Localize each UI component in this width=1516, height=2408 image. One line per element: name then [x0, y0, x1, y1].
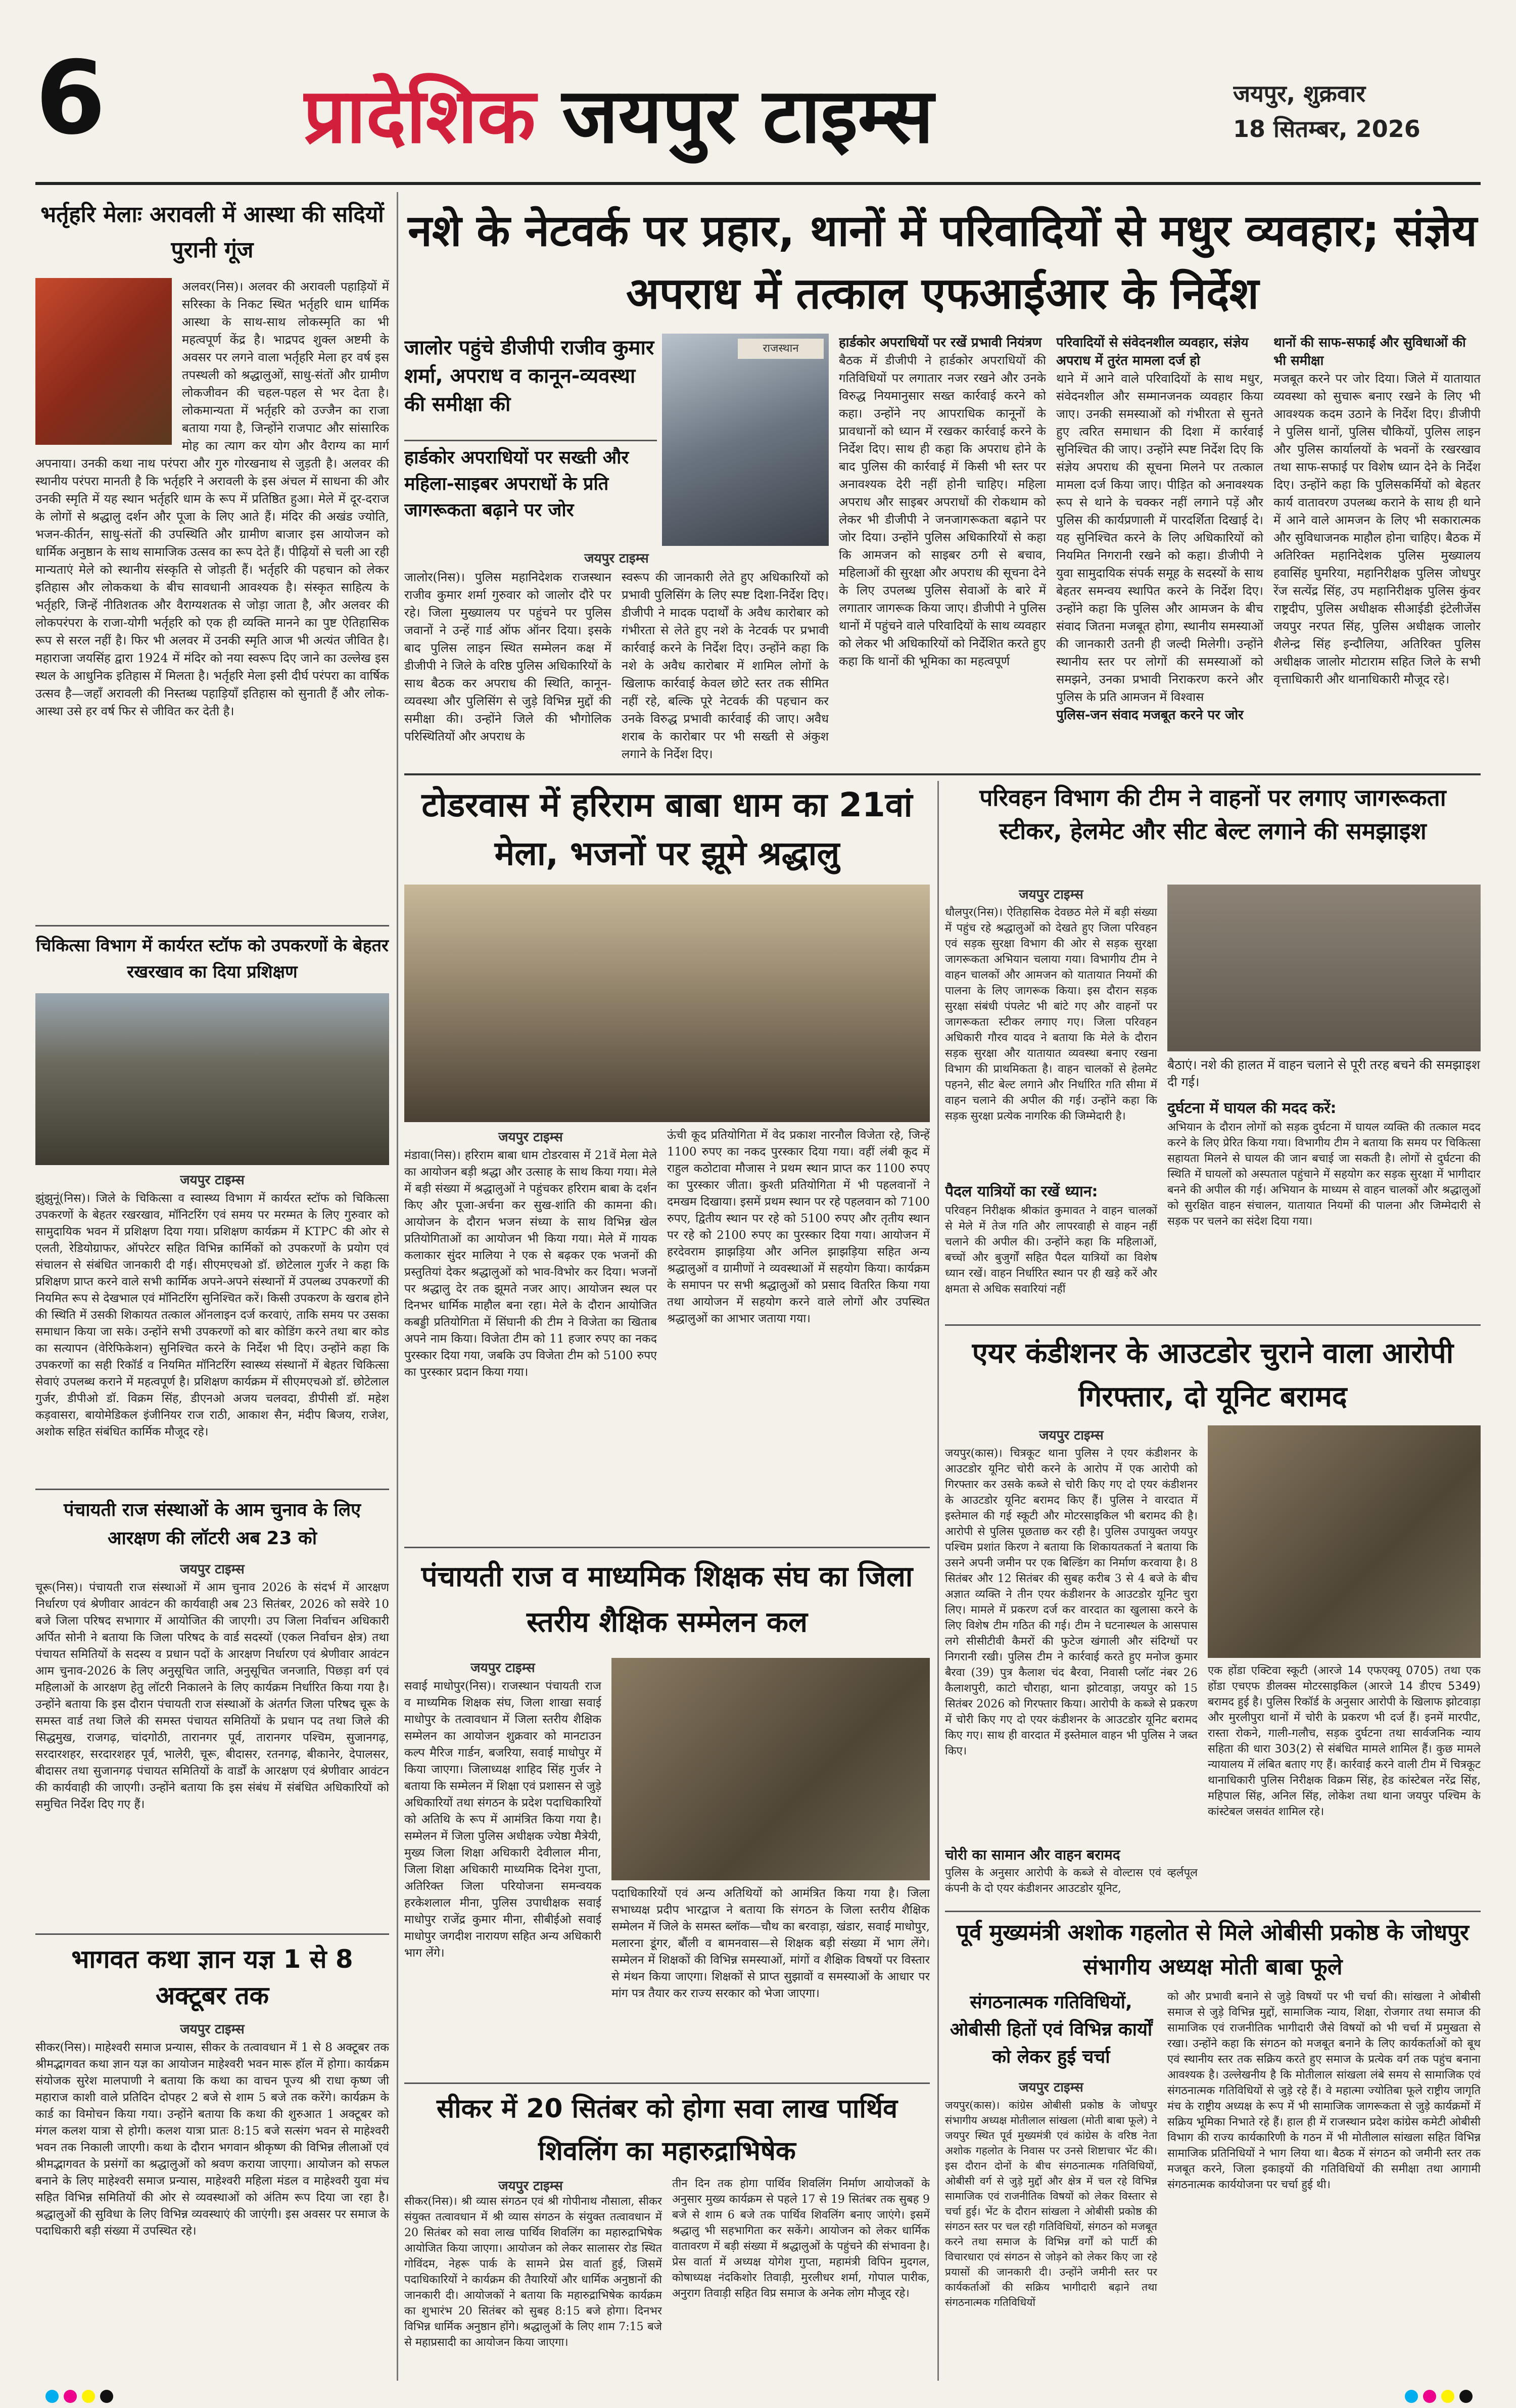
center3-byline: जयपुर टाइम्स — [498, 2179, 563, 2194]
lead-col3-wrap — [839, 334, 1046, 768]
right1-body3: अभियान के दौरान लोगों को सड़क दुर्घटना में घायल व्यक्ति की तत्काल मदद करने के लिए प्रेरित किया गया। विभागीय टीम ने बताया कि समय पर चिकित्सा सहायता मिलने से घायल की जान बचाई जा सकती है। लोगों से दुर्घटना की स्थिति में घायलों को अस्पताल पहुंचाने में सहयोग कर सड़क सुरक्षा में भागीदार बनने की अपील की गई। अभियान के माध्यम से वाहन चालकों और श्रद्धालुओं को सुरक्षित वाहन संचालन, यातायात नियमों की पालना और जिम्मेदारी से सड़क पर चलने का संदेश दिया गया। — [1167, 1121, 1481, 1228]
right3-deck: संगठनात्मक गतिविधियों, ओबीसी हितों एवं विभिन्न कार्यों को लेकर हुई चर्चा — [950, 1992, 1153, 2067]
lead-sub2: परिवादियों से संवेदनशील व्यवहार, संज्ञेय अपराध में तुरंत मामला दर्ज हो — [1056, 335, 1249, 368]
lead-col4: थाने में आने वाले परिवादियों के साथ मधुर, संवेदनशील और सम्मानजनक व्यवहार किया जाए। उनकी समस्याओं को गंभीरता से सुनते हुए त्वरित समाधान की दिशा में कार्रवाई सुनिश्चित की जाए। उन्होंने स्पष्ट निर्देश दिए कि संज्ञेय अपराध की सूचना मिलने पर तत्काल मामला दर्ज किया जाए। पीड़ित को अनावश्यक रूप से थाने के चक्कर नहीं लगाने पड़ें और पुलिस की कार्यप्रणाली में पारदर्शिता दिखाई दे। यह सुनिश्चित करने के लिए अधिकारियों को नियमित निगरानी रखने को कहा। डीजीपी ने युवा सामुदायिक संपर्क समूह के सदस्यों के साथ बेहतर समन्वय स्थापित करने के निर्देश दिए। उन्होंने कहा कि पुलिस और आमजन के बीच संवाद जितना मजबूत होगा, स्थानीय समस्याओं की जानकारी उतनी ही जल्दी मिलेगी। उन्होंने स्थानीय स्तर पर लोगों की समस्याओं को समझने, उनका प्रभावी निराकरण करने और पुलिस के प्रति आमजन में विश्वास — [1056, 372, 1263, 704]
right3-headline: पूर्व मुख्यमंत्री अशोक गहलोत से मिले ओबीसी प्रकोष्ठ के जोधपुर संभागीय अध्यक्ष मोती बाबा फूले — [956, 1920, 1470, 1980]
right2-byline: जयपुर टाइम्स — [1039, 1428, 1104, 1443]
center1-headline: टोडरवास में हरिराम बाबा धाम का 21वां मेला, भजनों पर झूमे श्रद्धालु — [421, 785, 913, 873]
divider — [35, 1489, 389, 1490]
left4-body: सीकर(निस)। माहेश्वरी समाज प्रन्यास, सीकर के तत्वावधान में 1 से 8 अक्टूबर तक श्रीमद्भागवत कथा ज्ञान यज्ञ का आयोजन माहेश्वरी भवन मारू हॉल में होगा। कार्यक्रम संयोजक सुरेश मालपाणी ने बताया कि कथा का वाचन पूज्य श्री राधा कृष्ण जी महाराज काशी वाले प्रतिदिन दोपहर 2 बजे से शाम 5 बजे तक करेंगे। कार्यक्रम के कार्ड का विमोचन किया गया। उन्होंने बताया कि कथा की शुरुआत 1 अक्टूबर को मंगल कलश यात्रा से होगी। कलश यात्रा प्रातः 8:15 बजे सत्संग भवन से माहेश्वरी भवन तक निकाली जाएगी। कथा के दौरान भगवान श्रीकृष्ण की विभिन्न लीलाओं एवं श्रीमद्भागवत के प्रसंगों का श्रद्धालुओं को श्रवण कराया जाएगा। आयोजन को सफल बनाने के लिए माहेश्वरी समाज प्रन्यास, माहेश्वरी महिला मंडल व माहेश्वरी युवा मंच सहित विभिन्न समितियों की ओर से व्यवस्थाओं को अंतिम रूप दिया जा रहा है। श्रद्धालुओं की सुविधा के लिए विभिन्न व्यवस्थाएं की जाएंगी। इस अवसर पर समाज के पदाधिकारी बड़ी संख्या में उपस्थित रहे। — [35, 2041, 389, 2238]
center2-byline: जयपुर टाइम्स — [470, 1660, 535, 1676]
divider — [945, 1911, 1481, 1912]
center2-col2: पदाधिकारियों एवं अन्य अतिथियों को आमंत्रित किया गया है। जिला सभाध्यक्ष प्रदीप भारद्वाज ने बताया कि संगठन के जिला स्तरीय शैक्षिक सम्मेलन में जिले के समस्त ब्लॉक—चौथ का बरवाड़ा, खंडार, सवाई माधोपुर, मलारना डूंगर, बौंली व बामनवास—से शिक्षक बड़ी संख्या में भाग लेंगे। सम्मेलन में शिक्षकों की विभिन्न समस्याओं, मांगों व शैक्षिक विषयों पर विस्तार से मंथन किया जाएगा। शिक्षकों से प्राप्त सुझावों व समस्याओं के आधार पर मांग पत्र तैयार कर राज्य सरकार को भेजा जाएगा। — [611, 1887, 930, 2000]
lead-col5-wrap — [1273, 334, 1481, 768]
divider — [35, 925, 389, 927]
center3-col1: सीकर(निस)। श्री व्यास संगठन एवं श्री गोपीनाथ नौसाला, सीकर संयुक्त तत्वावधान में श्री व्यास संगठन के संयुक्त तत्वावधान में 20 सितंबर को सवा लाख पार्थिव शिवलिंग का महारुद्राभिषेक आयोजित किया जाएगा। आयोजन को लेकर सालासर रोड स्थित गोविंदम, नेहरू पार्क के सामने प्रेस वार्ता हुई, जिसमें पदाधिकारियों ने कार्यक्रम की तैयारियों और धार्मिक अनुष्ठानों की जानकारी दी। आयोजकों ने बताया कि महारुद्राभिषेक कार्यक्रम का शुभारंभ 20 सितंबर को सुबह 8:15 बजे होगा। दिनभर विभिन्न धार्मिक अनुष्ठान होंगे। श्रद्धालुओं के लिए शाम 7:15 बजे से महाप्रसादी का आयोजन किया जाएगा। — [404, 2195, 662, 2349]
right2-body: जयपुर(कास)। चित्रकूट थाना पुलिस ने एयर कंडीशनर के आउटडोर यूनिट चोरी करने के आरोप में एक आरोपी को गिरफ्तार कर उसके कब्जे से चोरी किए गए दो एयर कंडीशनर के आउटडोर यूनिट बरामद किए हैं। पुलिस ने वारदात में इस्तेमाल की गई स्कूटी और मोटरसाइकिल भी बरामद की है। आरोपी से पुलिस पूछताछ कर रही है। पुलिस उपायुक्त जयपुर पश्चिम प्रशांत किरण ने बताया कि शिकायतकर्ता ने बताया कि उसने अपनी जमीन पर एक बिल्डिंग का निर्माण करवाया है। 8 सितंबर और 12 सितंबर की सुबह करीब 3 से 4 बजे के बीच अज्ञात व्यक्ति ने तीन एयर कंडीशनर के आउटडोर यूनिट चुरा लिए। मामले में प्रकरण दर्ज कर वारदात का खुलासा करने के लिए विशेष टीम गठित की गई। टीम ने घटनास्थल के आसपास लगे सीसीटीवी कैमरों की फुटेज खंगाली और संदिग्धों पर निगरानी रखी। पुलिस टीम ने कार्रवाई करते हुए मनोज कुमार बैरवा (39) पुत्र कैलाश चंद बैरवा, निवासी प्लॉट नंबर 26 कैलाशपुरी, काटो चौराहा, थाना झोटवाड़ा, जयपुर को 15 सितंबर 2026 को गिरफ्तार किया। आरोपी के कब्जे से प्रकरण में चोरी किए गए दो एयर कंडीशनर के आउटडोर यूनिट बरामद किए गए। साथ ही वारदात में इस्तेमाल वाहन भी पुलिस ने जब्त किए। — [945, 1447, 1198, 1757]
left4-headline: भागवत कथा ज्ञान यज्ञ 1 से 8 अक्टूबर तक — [71, 1944, 353, 2010]
right1-byline: जयपुर टाइम्स — [1019, 887, 1083, 902]
center3-headline: सीकर में 20 सितंबर को होगा सवा लाख पार्थिव शिवलिंग का महारुद्राभिषेक — [437, 2094, 897, 2166]
left4-byline: जयपुर टाइम्स — [180, 2022, 245, 2037]
lead-photo-badge: राजस्थान — [738, 339, 824, 359]
divider — [35, 1933, 389, 1935]
lead-col5: मजबूत करने पर जोर दिया। जिले में यातायात व्यवस्था को सुचारू बनाए रखने के लिए भी आवश्यक कदम उठाने के निर्देश दिए। डीजीपी ने पुलिस थानों, पुलिस चौकियों, पुलिस लाइन और पुलिस कार्यालयों के भवनों के रखरखाव तथा साफ-सफाई पर विशेष ध्यान देने के निर्देश दिए। उन्होंने कहा कि पुलिसकर्मियों को बेहतर कार्य वातावरण उपलब्ध कराने के साथ ही थाने में आने वाले आमजन के लिए भी सकारात्मक और सुविधाजनक माहौल होना चाहिए। बैठक में अतिरिक्त महानिदेशक पुलिस मुख्यालय हवासिंह घुमरिया, महानिरीक्षक पुलिस जोधपुर रेंज सत्येंद्र सिंह, उप महानिरीक्षक पुलिस कुंवर राष्ट्रदीप, पुलिस अधीक्षक सीआईडी इंटेलीजेंस जयपुर नरपत सिंह, पुलिस अधीक्षक जालोर शैलेन्द्र सिंह इन्दौलिया, अतिरिक्त पुलिस अधीक्षक जालोर मोटाराम सहित जिले के सभी वृत्ताधिकारी और थानाधिकारी मौजूद रहे। — [1273, 372, 1481, 686]
lead-byline: जयपुर टाइम्स — [584, 551, 649, 566]
right2-body2: पुलिस के अनुसार आरोपी के कब्जे से वोल्टास एवं व्हर्लपूल कंपनी के दो एयर कंडीशनर आउटडोर यूनिट, — [945, 1867, 1198, 1895]
right2-photo-accused — [1208, 1425, 1481, 1658]
left2-body: झुंझुनूं(निस)। जिले के चिकित्सा व स्वास्थ्य विभाग में कार्यरत स्टॉफ को चिकित्सा उपकरणों के बेहतर रखरखाव, मॉनिटरिंग एवं समय पर मरम्मत के लिए गुरुवार को सामुदायिक भवन में प्रशिक्षण दिया गया। प्रशिक्षण कार्यक्रम में KTPC की ओर से एलती, रेडियोग्राफर, ऑपरेटर सहित विभिन्न कार्मिकों को उपकरणों के प्रयोग एवं संचालन से संबंधित जानकारी दी गई। सीएमएचओ डॉ. छोटेलाल गुर्जर ने कहा कि प्रशिक्षण प्राप्त करने वाले सभी कार्मिक अपने-अपने संस्थानों में उपलब्ध उपकरणों की नियमित रूप से देखभाल एवं मॉनिटरिंग सुनिश्चित करें। किसी उपकरण के खराब होने की स्थिति में उसकी शिकायत तत्काल ऑनलाइन दर्ज करवाएं, ताकि समय पर उसका समाधान किया जा सके। उन्होंने सभी उपकरणों को बार कोडिंग करने तथा बार कोड का सत्यापन (वेरिफिकेशन) सुनिश्चित करने के निर्देश भी दिए। उन्होंने कहा कि उपकरणों का सही रिकॉर्ड व नियमित मॉनिटरिंग स्वास्थ्य संस्थानों में बेहतर चिकित्सा सेवाएं उपलब्ध कराने में महत्वपूर्ण है। प्रशिक्षण कार्यक्रम में सीएमएचओ डॉ. छोटेलाल गुर्जर, डीपीओ डॉ. विक्रम सिंह, डीएनओ अजय चलवदा, डीपीसी डॉ. महेश कड़वासरा, बायोमेडिकल इंजीनियर राज राठी, आकाश सैन, मंदीप बिजय, राजेश, अशोक सहित संबंधित कार्मिक मौजूद रहे। — [35, 1192, 389, 1439]
lead-sub4: थानों की साफ-सफाई और सुविधाओं की भी समीक्षा — [1273, 335, 1466, 368]
center2-col1: सवाई माधोपुर(निस)। राजस्थान पंचायती राज व माध्यमिक शिक्षक संघ, जिला शाखा सवाई माधोपुर के तत्वावधान में जिला स्तरीय शैक्षिक सम्मेलन का आयोजन शुक्रवार को मानटाउन कल्प मैरिज गार्डन, बजरिया, सवाई माधोपुर में किया जाएगा। जिलाध्यक्ष शाहिद सिंह गुर्जर ने बताया कि सम्मेलन में शिक्षा एवं प्रशासन से जुड़े अधिकारियों तथा संगठन के प्रदेश पदाधिकारियों को अतिथि के रूप में आमंत्रित किया गया है। सम्मेलन में जिला पुलिस अधीक्षक ज्येष्ठा मैत्रेयी, मुख्य जिला शिक्षा अधिकारी देवीलाल मीना, जिला शिक्षा अधिकारी माध्यमिक दिनेश गुप्ता, अतिरिक्त जिला परियोजना समन्वयक हरकेशलाल मीना, पुलिस उपाधीक्षक सवाई माधोपुर राजेंद्र कुमार मीना, सीबीईओ सवाई माधोपुर जगदीश नारायण सहित अन्य अधिकारी भाग लेंगे। — [404, 1680, 601, 1960]
lead-col2: स्वरूप की जानकारी लेते हुए अधिकारियों को प्रभावी पुलिसिंग के लिए स्पष्ट दिशा-निर्देश दिए। डीजीपी ने मादक पदार्थों के अवैध कारोबार को गंभीरता से लेते हुए नशे के नेटवर्क पर प्रभावी कार्रवाई करने के निर्देश दिए। उन्होंने कहा कि नशे के अवैध कारोबार में शामिल लोगों के खिलाफ कार्रवाई केवल छोटे स्तर तक सीमित नहीं रहे, बल्कि पूरे नेटवर्क की पहचान कर उनके विरुद्ध प्रभावी कार्रवाई की जाए। अवैध शराब के कारोबार पर भी सख्ती से अंकुश लगाने के निर्देश दिए। — [622, 570, 829, 761]
divider — [404, 1547, 930, 1548]
lead-deck2: हार्डकोर अपराधियों पर सख्ती और महिला-साइबर अपराधों के प्रति जागरूकता बढ़ाने पर जोर — [404, 447, 629, 521]
left3-body: चूरू(निस)। पंचायती राज संस्थाओं में आम चुनाव 2026 के संदर्भ में आरक्षण निर्धारण एवं श्रेणीवार आवंटन की कार्यवाही अब 23 सितंबर, 2026 को सवेरे 10 बजे जिला परिषद सभागार में आयोजित की जाएगी। उप जिला निर्वाचन अधिकारी अर्पित सोनी ने बताया कि जिला परिषद के वार्ड सदस्यों (एकल निर्वाचन क्षेत्र) तथा पंचायत समितियों के सदस्य व प्रधान पदों के आरक्षण निर्धारण एवं श्रेणीवार आवंटन आम चुनाव-2026 के लिए अनुसूचित जाति, अनुसूचित जनजाति, पिछड़ा वर्ग एवं महिलाओं के आरक्षण हेतु लॉटरी निकालने के लिए कार्यक्रम निर्धारित किया गया है। उन्होंने बताया कि इस दौरान पंचायती राज संस्थाओं के अंतर्गत जिला परिषद चूरू के समस्त वार्ड तथा जिले की समस्त पंचायत समितियों के प्रधान पद तथा जिले की सिद्धमुख, राजगढ़, चांदगोठी, तारानगर पूर्व, तारानगर पश्चिम, सुजानगढ़, सरदारशहर, सरदारशहर पूर्व, भालेरी, चूरू, बीदासर, रतनगढ़, बीकानेर, देपालसर, बीदासर तथा सुजानगढ़ पंचायत समितियों के वार्डों के आरक्षण एवं श्रेणीवार आवंटन की कार्यवाही की जाएगी। उन्होंने बताया कि इस संबंध में संबंधित अधिकारियों को समुचित निर्देश दिए गए हैं। — [35, 1581, 389, 1811]
right1-sub2: दुर्घटना में घायल की मदद करें: — [1167, 1099, 1337, 1117]
paper-name: जयपुर टाइम्स — [562, 72, 934, 160]
left3-headline: पंचायती राज संस्थाओं के आम चुनाव के लिए आरक्षण की लॉटरी अब 23 को — [63, 1500, 361, 1549]
right3-col2: को और प्रभावी बनाने से जुड़े विषयों पर भी चर्चा की। सांखला ने ओबीसी समाज से जुड़े विभिन्न मुद्दों, सामाजिक न्याय, शिक्षा, रोजगार तथा समाज की सामाजिक एवं राजनीतिक भागीदारी जैसे विषयों को भी चर्चा में प्रमुखता से रखा। उन्होंने कहा कि संगठन को मजबूत बनाने के लिए कार्यकर्ताओं को बूथ एवं स्थानीय स्तर तक सक्रिय करते हुए समाज के प्रत्येक वर्ग तक पहुंच बनाना आवश्यक है। उल्लेखनीय है कि मोतीलाल सांखला लंबे समय से सामाजिक एवं संगठनात्मक गतिविधियों से जुड़े रहे हैं। वे महात्मा ज्योतिबा फूले राष्ट्रीय जागृति मंच के राष्ट्रीय अध्यक्ष के रूप में भी सामाजिक जागरूकता से जुड़े कार्यक्रमों में सक्रिय भूमिका निभाते रहे हैं। हाल ही में राजस्थान प्रदेश कांग्रेस कमेटी ओबीसी विभाग की राज्य कार्यकारिणी के गठन में भी मोतीलाल सांखला सहित विभिन्न सामाजिक प्रतिनिधियों ने भाग लिया था। बैठक में संगठन को जमीनी स्तर तक मजबूत करने, जिला इकाइयों की गतिविधियों की समीक्षा तथा आगामी संगठनात्मक कार्ययोजना पर चर्चा हुई थी। — [1167, 1990, 1481, 2191]
left1-body: अलवर(निस)। अलवर की अरावली पहाड़ियों में सरिस्का के निकट स्थित भर्तृहरि धाम धार्मिक आस्था के साथ-साथ लोकस्मृति का भी महत्वपूर्ण केंद्र है। भाद्रपद शुक्ल अष्टमी के अवसर पर लगने वाला भर्तृहरि मेला हर वर्ष इस तपस्थली को श्रद्धालुओं, साधु-संतों और ग्रामीण लोकजीवन की चहल-पहल से भर देता है। लोकमान्यता में भर्तृहरि को उज्जैन का राजा बताया गया है, जिन्होंने राजपाट और सांसारिक मोह का त्याग कर योग और वैराग्य का मार्ग अपनाया। उनकी कथा नाथ परंपरा और गुरु गोरखनाथ से जुड़ती है। अलवर की स्थानीय परंपरा मानती है कि भर्तृहरि ने अरावली के इस अंचल में साधना की और उनकी स्मृति में यह स्थान भर्तृहरि धाम के रूप में प्रतिष्ठित हुआ। मेले में दूर-दराज के लोगों से श्रद्धालु दर्शन और पूजा के लिए आते हैं। मंदिर की अखंड ज्योति, भजन-कीर्तन, साधु-संतों की उपस्थिति और ग्रामीण बाजार इस आयोजन को धार्मिक अनुष्ठान के साथ सामाजिक उत्सव का रूप देते हैं। पीढ़ियों से चली आ रही मान्यताएं मेले को स्थानीय संस्कृति से जोड़ती हैं। भर्तृहरि की पहचान को लेकर इतिहास और लोककथा के बीच सावधानी आवश्यक है। संस्कृत साहित्य के भर्तृहरि, जिन्हें नीतिशतक और वैराग्यशतक से जोड़ा जाता है, और अलवर की लोकपरंपरा के राजा-योगी भर्तृहरि को एक ही व्यक्ति मानने का पुष्ट ऐतिहासिक रूप से सरल नहीं है। फिर भी अलवर में उनकी स्मृति आज भी अत्यंत जीवित है। महाराजा जयसिंह द्वारा 1924 में मंदिर को नया स्वरूप दिए जाने का उल्लेख इस स्थल के आधुनिक इतिहास में मिलता है। भर्तृहरि मेला इसी दीर्घ परंपरा का वार्षिक उत्सव है—जहाँ अरावली की निस्तब्ध पहाड़ियाँ इतिहास को सुनाती हैं और लोक-आस्था उसे हर वर्ष फिर से जीवित कर देती है। — [35, 280, 389, 718]
center1-photo — [404, 885, 930, 1122]
left1-headline: भर्तृहरि मेलाः अरावली में आस्था की सदियों पुरानी गूंज — [40, 202, 384, 263]
registration-mark — [1405, 2390, 1418, 2403]
center1-col1: मंडावा(निस)। हरिराम बाबा धाम टोडरवास में 21वें मेला मेले का आयोजन बड़ी श्रद्धा और उत्साह के साथ किया गया। मेले में बड़ी संख्या में श्रद्धालुओं ने पहुंचकर हरिराम बाबा के दर्शन किए और पूजा-अर्चना कर सुख-शांति की कामना की। आयोजन के दौरान भजन संध्या के साथ विभिन्न खेल प्रतियोगिताओं का आयोजन भी किया गया। मेले में गायक कलाकार सुंदर मालिया ने एक से बढ़कर एक भजनों की प्रस्तुतियां देकर श्रद्धालुओं को भाव-विभोर कर दिया। भजनों पर श्रद्धालु देर तक झूमते नजर आए। आयोजन स्थल पर दिनभर धार्मिक माहौल बना रहा। मेले के दौरान आयोजित कबड्डी प्रतियोगिता में सिंघानी की टीम ने विजेता का खिताब अपने नाम किया। विजेता टीम को 11 हजार रुपए का नकद पुरस्कार दिया गया, जबकि उप विजेता टीम को 5100 रुपए का पुरस्कार प्रदान किया गया। — [404, 1149, 657, 1379]
lead-photo-dgp — [662, 334, 829, 546]
registration-mark — [1423, 2390, 1436, 2403]
left2-byline: जयपुर टाइम्स — [180, 1173, 245, 1188]
right2-headline: एयर कंडीशनर के आउटडोर चुराने वाला आरोपी गिरफ्तार, दो यूनिट बरामद — [972, 1337, 1454, 1413]
divider — [404, 440, 657, 441]
right1-caption: बैठाएं। नशे की हालत में वाहन चलाने से पूरी तरह बचने की समझाइश दी गई। — [1167, 1057, 1480, 1089]
lead-col3: बैठक में डीजीपी ने हार्डकोर अपराधियों की गतिविधियों पर लगातार नजर रखने और उनके विरुद्ध नियमानुसार सख्त कार्रवाई करने को कहा। उन्होंने नए आपराधिक कानूनों के प्रावधानों को ध्यान में रखकर कार्रवाई करने के निर्देश दिए। साथ ही कहा कि अपराध होने के बाद पुलिस की कार्रवाई में किसी भी स्तर पर अनावश्यक देरी नहीं होनी चाहिए। महिला अपराध और साइबर अपराधों की रोकथाम को लेकर भी डीजीपी ने जनजागरूकता बढ़ाने पर जोर दिया। उन्होंने पुलिस अधिकारियों से कहा कि आमजन को साइबर ठगी से बचाव, महिलाओं की सुरक्षा और अपराध की सूचना देने के लिए उपलब्ध पुलिस सेवाओं के बारे में लगातार जागरूक किया जाए। डीजीपी ने पुलिस थानों में पहुंचने वाले परिवादियों के साथ व्यवहार को लेकर भी अधिकारियों को निर्देशित करते हुए कहा कि थानों की भूमिका का महत्वपूर्ण — [839, 353, 1046, 668]
column-divider — [937, 781, 939, 2381]
lead-headline: नशे के नेटवर्क पर प्रहार, थानों में परिवादियों से मधुर व्यवहार; संज्ञेय अपराध में तत्काल एफआईआर के निर्देश — [408, 206, 1477, 319]
left2-photo — [35, 993, 389, 1165]
lead-sub3: पुलिस-जन संवाद मजबूत करने पर जोर — [1056, 708, 1244, 723]
issue-date: 18 सितम्बर, 2026 — [1233, 115, 1420, 143]
lead-col4-wrap — [1056, 334, 1263, 768]
lead-sub1: हार्डकोर अपराधियों पर रखें प्रभावी नियंत्रण — [839, 335, 1042, 350]
right3-col1: जयपुर(कास)। कांग्रेस ओबीसी प्रकोष्ठ के जोधपुर संभागीय अध्यक्ष मोतीलाल सांखला (मोती बाबा फूले) ने जयपुर स्थित पूर्व मुख्यमंत्री एवं कांग्रेस के वरिष्ठ नेता अशोक गहलोत के निवास पर उनसे शिष्टाचार भेंट की। इस दौरान दोनों के बीच संगठनात्मक गतिविधियों, ओबीसी वर्ग से जुड़े मुद्दों और क्षेत्र में चल रहे विभिन्न सामाजिक एवं राजनीतिक विषयों को लेकर विस्तार से चर्चा हुई। भेंट के दौरान सांखला ने ओबीसी प्रकोष्ठ की संगठन स्तर पर चल रही गतिविधियों, संगठन को मजबूत करने तथा समाज के विभिन्न वर्गों को पार्टी की विचारधारा एवं संगठन से जोड़ने को लेकर किए जा रहे प्रयासों की जानकारी दी। उन्होंने जमीनी स्तर पर कार्यकर्ताओं की सक्रिय भागीदारी बढ़ाने तथा संगठनात्मक गतिविधियों — [945, 2099, 1157, 2308]
divider — [404, 2082, 930, 2084]
right3-byline: जयपुर टाइम्स — [1019, 2080, 1083, 2095]
divider — [945, 1324, 1481, 1326]
dateline — [1233, 76, 1486, 157]
lead-rule — [404, 773, 1481, 775]
right1-body: धौलपुर(निस)। ऐतिहासिक देवछठ मेले में बड़ी संख्या में पहुंच रहे श्रद्धालुओं को देखते हुए जिला परिवहन एवं सड़क सुरक्षा विभाग की ओर से सड़क सुरक्षा जागरूकता अभियान चलाया गया। विभागीय टीम ने वाहन चालकों और आमजन को यातायात नियमों की पालना के लिए जागरूक किया। इस दौरान सड़क सुरक्षा संबंधी पंपलेट भी बांटे गए और वाहनों पर जागरूकता स्टीकर लगाए गए। जिला परिवहन अधिकारी गौरव यादव ने बताया कि मेले के दौरान सड़क सुरक्षा और यातायात व्यवस्था बनाए रखना विभाग की प्राथमिकता है। वाहन चालकों से हेलमेट पहनने, सीट बेल्ट लगाने और निर्धारित गति सीमा में वाहन चलाने की अपील की गई। उन्होंने कहा कि सड़क सुरक्षा प्रत्येक नागरिक की जिम्मेदारी है। — [945, 906, 1157, 1123]
center1-col2: ऊंची कूद प्रतियोगिता में वेद प्रकाश नारनौल विजेता रहे, जिन्हें 1100 रुपए का नकद पुरस्कार दिया गया। वहीं लंबी कूद में राहुल कठोटावा मौजास ने प्रथम स्थान प्राप्त कर 1100 रुपए का पुरस्कार जीता। कुश्ती प्रतियोगिता में भी पहलवानों ने दमखम दिखाया। इसमें प्रथम स्थान पर रहे पहलवान को 7100 रुपए, द्वितीय स्थान पर रहे को 5100 रुपए और तृतीय स्थान पर रहे को 2100 रुपए का पुरस्कार दिया गया। आयोजन में हरदेवराम झाझड़िया और अनिल झाझड़िया सहित अन्य श्रद्धालुओं व ग्रामीणों ने व्यवस्थाओं में सहयोग किया। कार्यक्रम के समापन पर सभी श्रद्धालुओं को प्रसाद वितरित किया गया तथा आयोजन में सहयोग करने वाले लोगों और उपस्थित श्रद्धालुओं का आभार जताया गया। — [667, 1129, 930, 1325]
registration-mark — [1459, 2390, 1473, 2403]
page-number: 6 — [35, 40, 106, 157]
registration-mark — [100, 2390, 113, 2403]
column-divider — [397, 192, 398, 2381]
registration-mark — [1441, 2390, 1454, 2403]
center1-byline: जयपुर टाइम्स — [498, 1130, 563, 1145]
lead-col1: जालोर(निस)। पुलिस महानिदेशक राजस्थान राजीव कुमार शर्मा गुरुवार को जालोर दौरे पर रहे। जिला मुख्यालय पर पहुंचने पर पुलिस जवानों ने उन्हें गार्ड ऑफ ऑनर दिया। इसके बाद पुलिस लाइन स्थित सम्मेलन कक्ष में डीजीपी ने जिले के वरिष्ठ पुलिस अधिकारियों के साथ बैठक कर अपराध की स्थिति, कानून-व्यवस्था और पुलिसिंग से जुड़े विभिन्न मुद्दों की समीक्षा की। उन्होंने जिले की भौगोलिक परिस्थितियों और अपराध के — [404, 570, 611, 744]
right1-sub1: पैदल यात्रियों का रखें ध्यान: — [945, 1183, 1098, 1200]
right2-caption: एक होंडा एक्टिवा स्कूटी (आरजे 14 एफएक्यू 0705) तथा एक होंडा एचएफ डीलक्स मोटरसाइकिल (आरजे 14 डीएच 5349) बरामद हुई है। पुलिस रिकॉर्ड के अनुसार आरोपी के खिलाफ झोटवाड़ा और मुरलीपुरा थानों में चोरी के प्रकरण भी दर्ज हैं। इनमें मारपीट, रास्ता रोकने, गाली-गलौच, सड़क दुर्घटना तथा सार्वजनिक न्याय सहिता की धारा 303(2) से संबंधित मामले शामिल हैं। कुछ मामले न्यायालय में लंबित बताए गए हैं। कार्रवाई करने वाली टीम में चित्रकूट थानाधिकारी पुलिस निरीक्षक विक्रम सिंह, हेड कांस्टेबल नरेंद्र सिंह, महिपाल सिंह, अनिल सिंह, लोकेश तथा थाना जयपुर पश्चिम के कांस्टेबल जसवंत शामिल रहे। — [1208, 1664, 1481, 1818]
left-column — [35, 192, 389, 2381]
right2-sub1: चोरी का सामान और वाहन बरामद — [945, 1846, 1120, 1863]
section-name: प्रादेशिक — [303, 72, 536, 160]
center2-headline: पंचायती राज व माध्यमिक शिक्षक संघ का जिला स्तरीय शैक्षिक सम्मेलन कल — [421, 1560, 913, 1639]
city-day: जयपुर, शुक्रवार — [1233, 80, 1366, 107]
registration-mark — [82, 2390, 95, 2403]
header-rule — [35, 182, 1481, 185]
registration-mark — [64, 2390, 77, 2403]
right1-photo — [1167, 885, 1481, 1051]
registration-mark — [45, 2390, 59, 2403]
masthead — [303, 56, 1213, 177]
left2-headline: चिकित्सा विभाग में कार्यरत स्टॉफ को उपकरणों के बेहतर रखरखाव का दिया प्रशिक्षण — [36, 936, 389, 982]
lead-deck1: जालोर पहुंचे डीजीपी राजीव कुमार शर्मा, अपराध व कानून-व्यवस्था की समीक्षा की — [404, 336, 654, 416]
right1-body2: परिवहन निरीक्षक श्रीकांत कुमावत ने वाहन चालकों से मेले में तेज गति और लापरवाही से वाहन नहीं चलाने की अपील की। उन्होंने कहा कि महिलाओं, बच्चों और बुजुर्गों सहित पैदल यात्रियों का विशेष ध्यान रखें। वाहन निर्धारित स्थान पर ही खड़े करें और क्षमता से अधिक सवारियां नहीं — [945, 1205, 1157, 1295]
center2-photo — [611, 1658, 930, 1880]
right1-headline: परिवहन विभाग की टीम ने वाहनों पर लगाए जागरूकता स्टीकर, हेलमेट और सीट बेल्ट लगाने की समझाइश — [979, 784, 1446, 845]
center3-col2: तीन दिन तक होगा पार्थिव शिवलिंग निर्माण आयोजकों के अनुसार मुख्य कार्यक्रम से पहले 17 से 19 सितंबर तक सुबह 9 बजे से शाम 6 बजे तक पार्थिव शिवलिंग बनाए जाएंगे। इसमें श्रद्धालु भी सहभागिता कर सकेंगे। आयोजन को लेकर धार्मिक वातावरण में बड़ी संख्या में श्रद्धालुओं के पहुंचने की संभावना है। प्रेस वार्ता में अध्यक्ष योगेश गुप्ता, महामंत्री विपिन मुदगल, कोषाध्यक्ष नंदकिशोर तिवाड़ी, मुरलीधर शर्मा, गोपाल पारीक, अनुराग तिवाड़ी सहित विप्र समाज के अनेक लोग मौजूद रहे। — [672, 2178, 930, 2300]
left3-byline: जयपुर टाइम्स — [180, 1562, 245, 1577]
